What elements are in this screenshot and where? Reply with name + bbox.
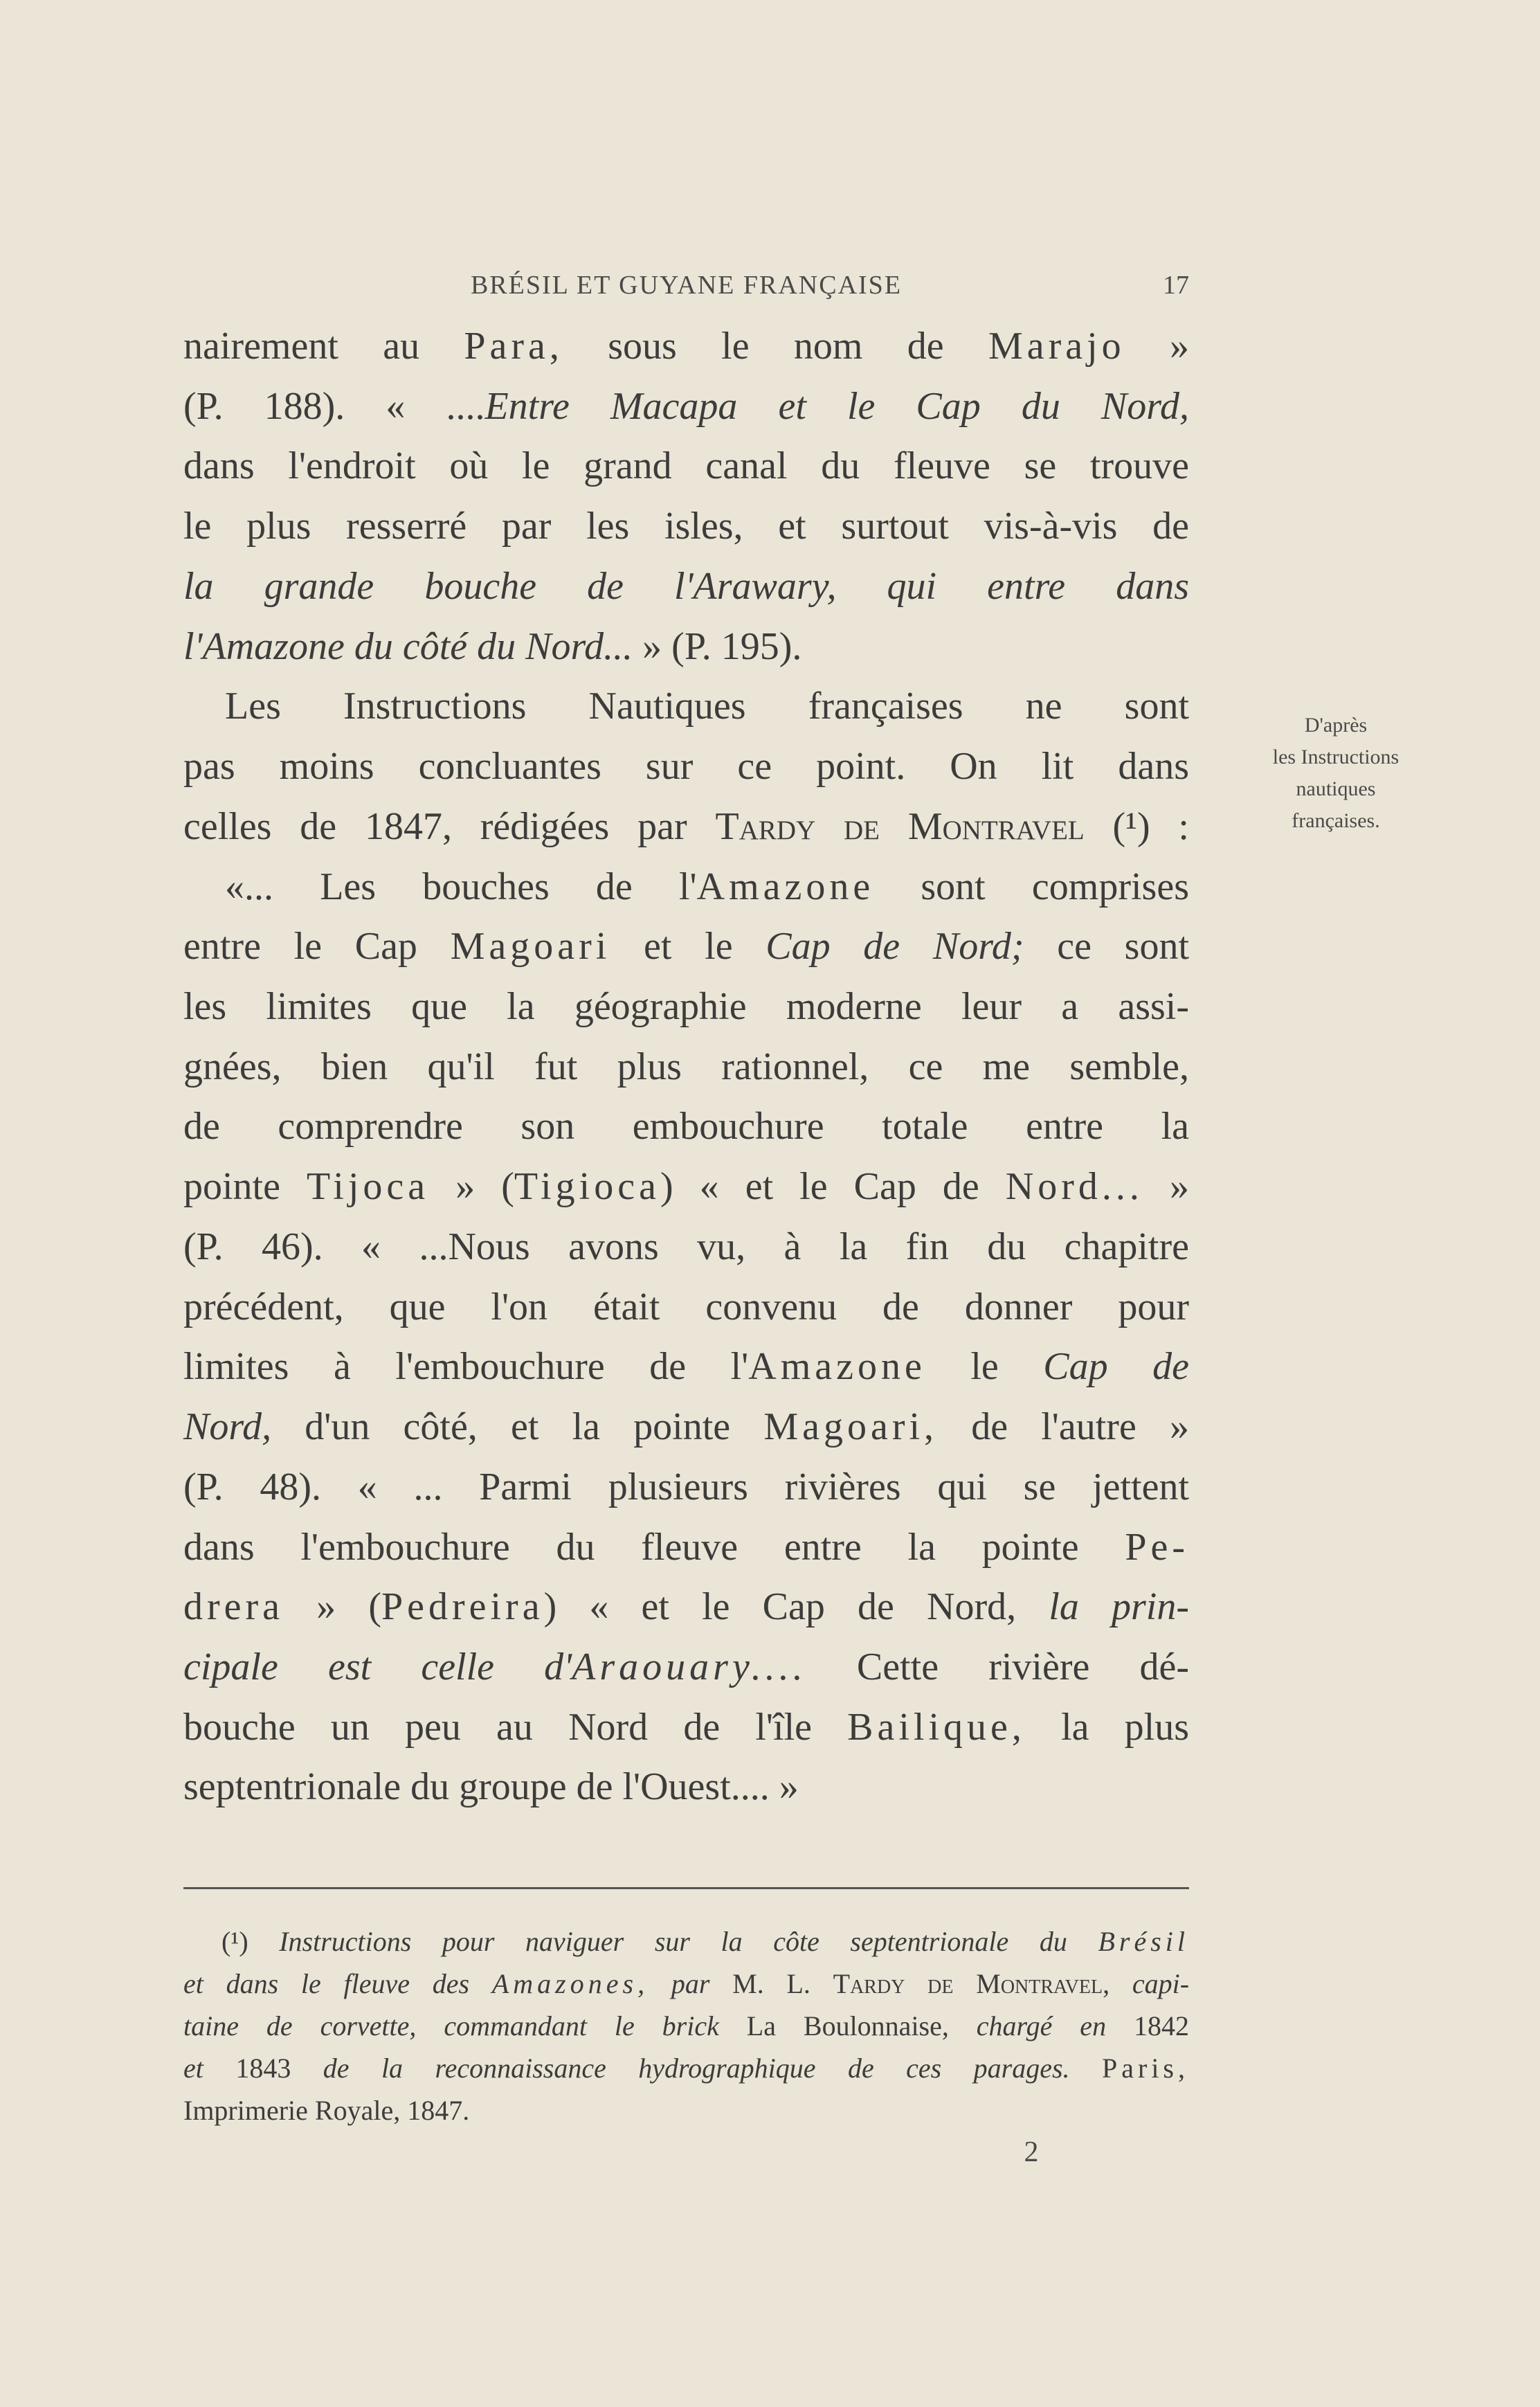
- text-line: «... Les bouches de l'Amazone sont comprises: [225, 865, 1189, 908]
- footnote-line: (¹) Instructions pour naviguer sur la côte septentrionale du Brésil: [221, 1926, 1189, 1957]
- text-line: gnées, bien qu'il fut plus rationnel, ce me semble,: [183, 1045, 1189, 1088]
- text-line: nairement au Para, sous le nom de Marajo »: [183, 325, 1190, 368]
- text-line: (P. 48). « ... Parmi plusieurs rivières qui se jettent: [183, 1466, 1189, 1508]
- text-line: de comprendre son embouchure totale entre la: [183, 1105, 1189, 1148]
- text-line: la grande bouche de l'Arawary, qui entre dans: [183, 565, 1189, 608]
- signature-mark: 2: [1024, 2136, 1039, 2168]
- footnote-line: taine de corvette, commandant le brick La Boulonnaise, chargé en 1842: [183, 2010, 1189, 2041]
- running-title: BRÉSIL ET GUYANE FRANÇAISE: [470, 271, 903, 300]
- text-line: le plus resserré par les isles, et surtout vis-à-vis de: [183, 505, 1189, 548]
- text-line: cipale est celle d'Araouary.... Cette rivière dé-: [183, 1646, 1189, 1688]
- page-number: 17: [1163, 271, 1189, 300]
- text-line: (P. 46). « ...Nous avons vu, à la fin du chapitre: [183, 1225, 1189, 1268]
- footnote-line: et dans le fleuve des Amazones, par M. L. Tardy de Montravel, capi-: [183, 1968, 1190, 1999]
- text-line: dans l'embouchure du fleuve entre la pointe Pe-: [183, 1526, 1189, 1569]
- text-line: drera » (Pedreira) « et le Cap de Nord, la prin-: [183, 1585, 1189, 1628]
- text-line: pas moins concluantes sur ce point. On lit dans: [183, 745, 1189, 788]
- footnote-rule: [183, 1887, 1189, 1889]
- text-line: bouche un peu au Nord de l'île Bailique, la plus: [183, 1706, 1190, 1749]
- text-line: limites à l'embouchure de l'Amazone le Cap de: [183, 1345, 1189, 1388]
- footnote-line: et 1843 de la reconnaissance hydrographique de ces parages. Paris,: [183, 2053, 1189, 2084]
- text-line: précédent, que l'on était convenu de donner pour: [183, 1286, 1189, 1328]
- text-line: dans l'endroit où le grand canal du fleuve se trouve: [183, 444, 1189, 487]
- text-line: septentrionale du groupe de l'Ouest.... »: [183, 1765, 799, 1808]
- text-line: (P. 188). « ....Entre Macapa et le Cap du Nord,: [183, 385, 1190, 428]
- text-line: Les Instructions Nautiques françaises ne sont: [225, 685, 1189, 728]
- margin-note: D'après les Instructions nautiques françaises.: [1272, 714, 1399, 832]
- footnote-line: Imprimerie Royale, 1847.: [183, 2095, 470, 2126]
- text-line: Nord, d'un côté, et la pointe Magoari, de l'autre »: [183, 1405, 1189, 1448]
- text-line: les limites que la géographie moderne leur a assi-: [183, 985, 1189, 1028]
- text-line: l'Amazone du côté du Nord... » (P. 195).: [183, 625, 802, 668]
- text-line: entre le Cap Magoari et le Cap de Nord; ce sont: [183, 925, 1190, 968]
- page-header: [183, 264, 1189, 306]
- text-line: celles de 1847, rédigées par Tardy de Montravel (¹) :: [183, 805, 1189, 848]
- text-line: pointe Tijoca » (Tigioca) « et le Cap de Nord... »: [183, 1165, 1189, 1208]
